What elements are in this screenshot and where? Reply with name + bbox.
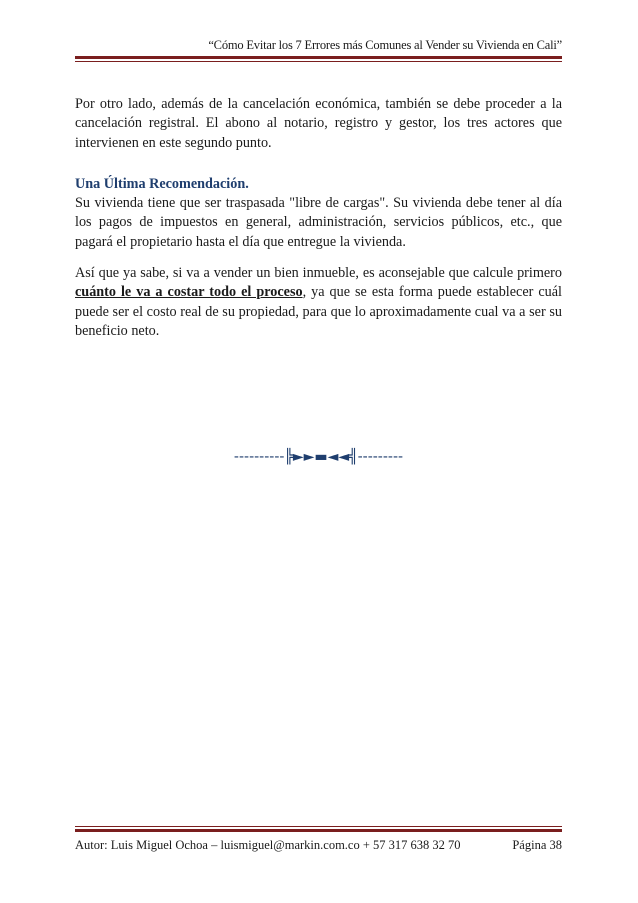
running-header: “Cómo Evitar los 7 Errores más Comunes al Vender su Vivienda en Cali” xyxy=(208,38,562,52)
page-number: Página 38 xyxy=(512,838,562,852)
page-body xyxy=(75,95,562,341)
footer-rule-thick xyxy=(75,829,562,832)
header-rule-thin xyxy=(75,61,562,62)
paragraph-free-of-charges: Su vivienda tiene que ser traspasada "libre de cargas". Su vivienda debe tener al día los pagos de impuestos en general, administración, servicios públicos, etc., que pagará el propietario hasta el día que entregue la vivienda. xyxy=(75,195,562,250)
footer-author: Autor: Luis Miguel Ochoa – luismiguel@markin.com.co + 57 317 638 32 70 xyxy=(75,838,461,852)
advice-emphasis: cuánto le va a costar todo el proceso xyxy=(75,284,303,301)
page-footer xyxy=(75,838,562,853)
section-heading: Una Última Recomendación. xyxy=(75,175,249,192)
advice-text-end: , ya que se esta forma puede establecer cuál puede ser el costo real de su propiedad, para que lo aproximadamente cual va a ser su beneficio neto. xyxy=(75,284,562,339)
section-divider: ----------╠►►▬◄◄╣--------- xyxy=(233,449,404,465)
header-rule-thick xyxy=(75,56,562,59)
paragraph-final-advice xyxy=(75,264,562,341)
footer-rule-thin xyxy=(75,826,562,827)
paragraph-cancelation: Por otro lado, además de la cancelación económica, también se debe proceder a la cancelación registral. El abono al notario, registro y gestor, los tres actores que intervienen en este segundo punto. xyxy=(75,96,562,151)
advice-text-start: Así que ya sabe, si va a vender un bien inmueble, es aconsejable que calcule primero xyxy=(75,265,562,282)
